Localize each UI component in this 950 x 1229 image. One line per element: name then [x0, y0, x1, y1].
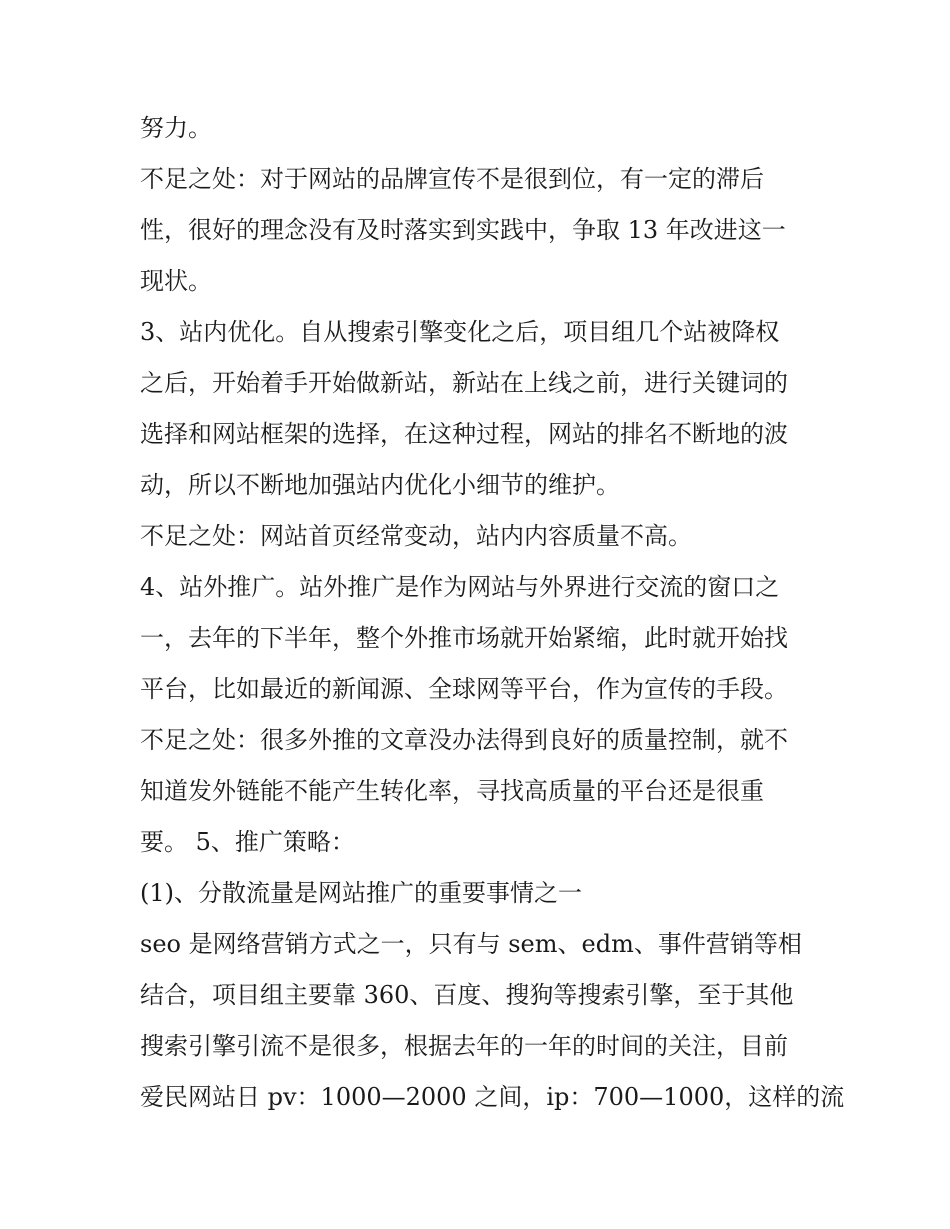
text-line: 搜索引擎引流不是很多，根据去年的一年的时间的关注，目前	[140, 1032, 788, 1060]
text-line: 之后，开始着手开始做新站，新站在上线之前，进行关键词的	[140, 369, 788, 397]
text-line: 不足之处：对于网站的品牌宣传不是很到位，有一定的滞后	[140, 165, 764, 193]
text-line: 爱民网站日 pv：1000—2000 之间，ip：700—1000，这样的流	[140, 1083, 845, 1111]
text-line: 要。 5、推广策略：	[140, 828, 355, 856]
text-line: (1)、分散流量是网站推广的重要事情之一	[140, 879, 582, 907]
text-line: 结合，项目组主要靠 360、百度、搜狗等搜索引擎，至于其他	[140, 981, 794, 1009]
text-line: 努力。	[140, 114, 212, 142]
text-line: 动，所以不断地加强站内优化小细节的维护。	[140, 471, 620, 499]
text-line: 知道发外链能不能产生转化率，寻找高质量的平台还是很重	[140, 777, 764, 805]
text-line: 性，很好的理念没有及时落实到实践中，争取 13 年改进这一	[140, 216, 786, 244]
text-line: 不足之处：网站首页经常变动，站内内容质量不高。	[140, 522, 692, 550]
document-body	[140, 103, 845, 1123]
text-line: 现状。	[140, 267, 212, 295]
text-line: 4、站外推广。站外推广是作为网站与外界进行交流的窗口之	[140, 573, 780, 601]
text-line: seo 是网络营销方式之一，只有与 sem、edm、事件营销等相	[140, 930, 802, 958]
text-line: 不足之处：很多外推的文章没办法得到良好的质量控制，就不	[140, 726, 788, 754]
text-line: 一，去年的下半年，整个外推市场就开始紧缩，此时就开始找	[140, 624, 788, 652]
text-line: 平台，比如最近的新闻源、全球网等平台，作为宣传的手段。	[140, 675, 788, 703]
text-line: 3、站内优化。自从搜索引擎变化之后，项目组几个站被降权	[140, 318, 780, 346]
text-line: 选择和网站框架的选择，在这种过程，网站的排名不断地的波	[140, 420, 788, 448]
